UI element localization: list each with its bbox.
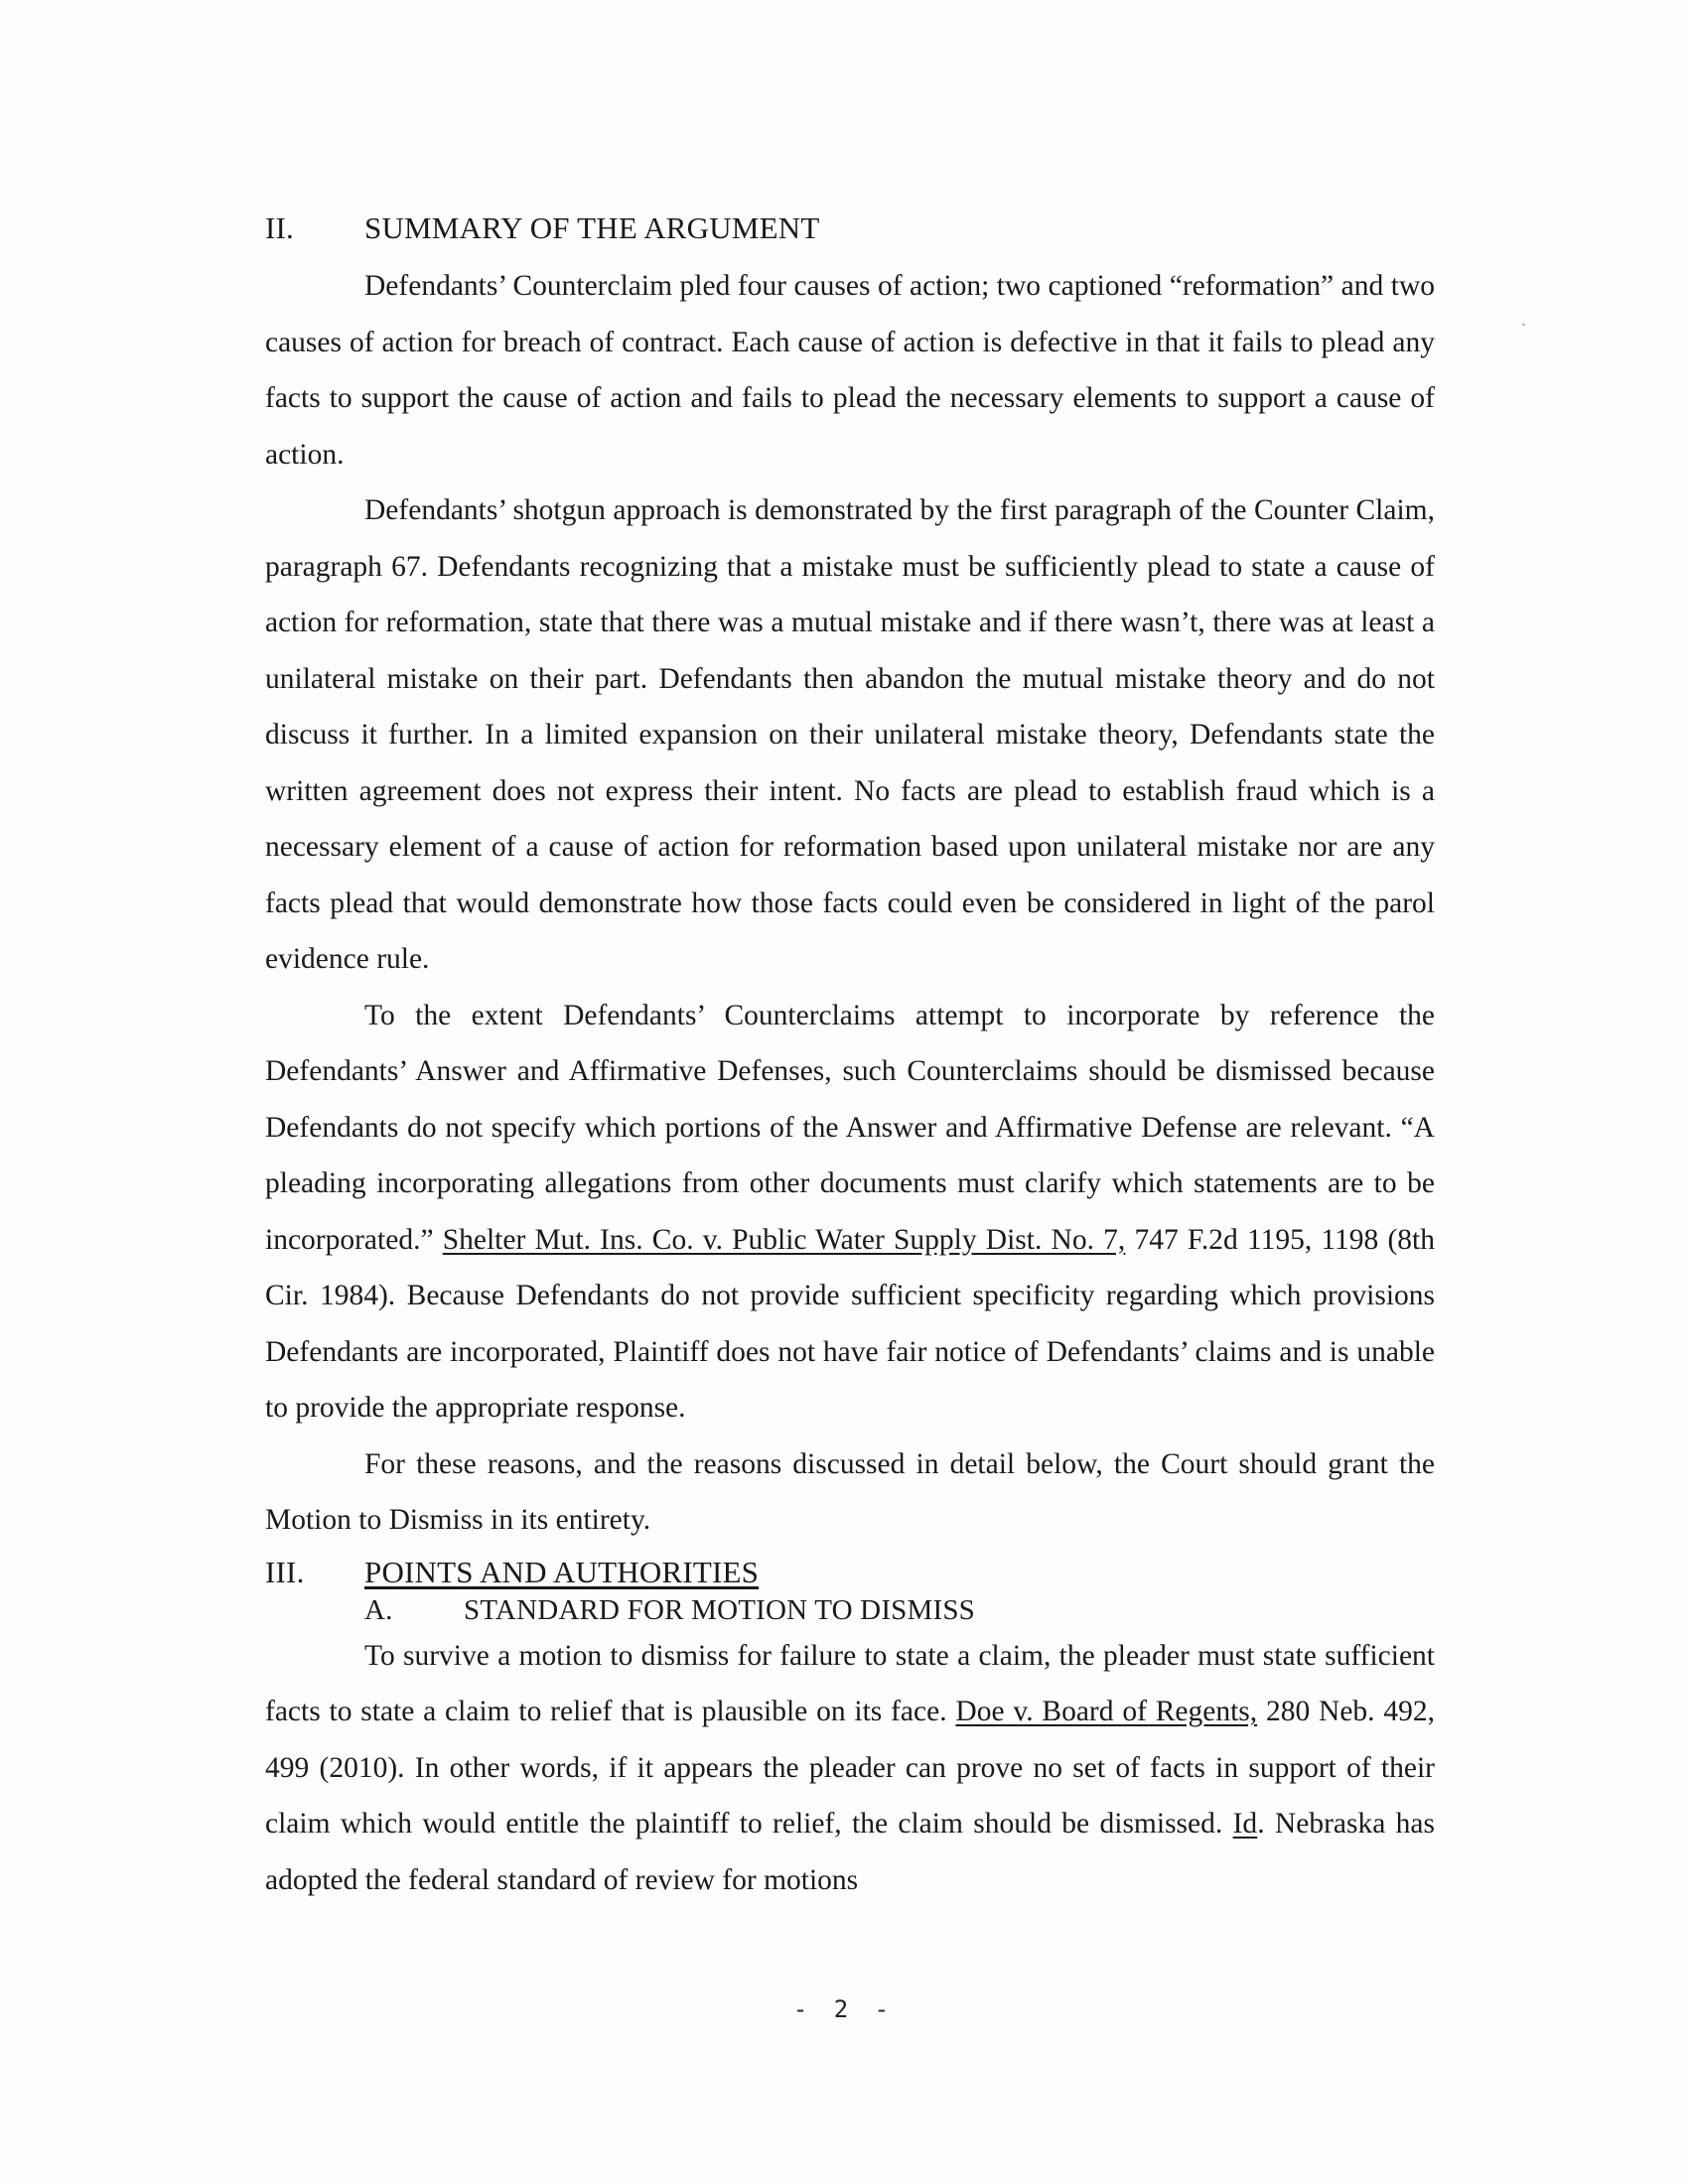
paragraph-incorporation bbox=[265, 988, 1435, 1436]
scan-speck bbox=[1522, 324, 1525, 326]
subsection-letter: A. bbox=[364, 1593, 393, 1626]
paragraph-text: 747 F.2d 1195, 1198 (8th Cir. 1984). Because Defendants do not provide sufficient specificity regarding which provisions Defendants are incorporated, Plaintiff does not have fair notice of Defendants’ claims and is unable to provide the appropriate response. bbox=[265, 1223, 1436, 1424]
subsection-heading-standard bbox=[265, 1592, 1435, 1628]
case-citation-shelter: Shelter Mut. Ins. Co. v. Public Water Supply Dist. No. 7, bbox=[442, 1223, 1126, 1256]
document-page bbox=[265, 208, 1435, 1908]
paragraph-text: To survive a motion to dismiss for failure to state a claim, the pleader must state sufficient facts to state a claim to relief that is plausible on its face. bbox=[265, 1639, 1435, 1727]
section-heading-summary bbox=[265, 208, 1435, 248]
paragraph-text: To the extent Defendants’ Counterclaims attempt to incorporate by reference the Defendants’ Answer and Affirmative Defenses, such Counterclaims should be dismissed because Defendants do not specify which portions of the Answer and Affirmative Defense are relevant. “A pleading incorporating allegations from other documents must clarify which statements are to be incorporated.” bbox=[265, 999, 1435, 1256]
section-number: III. bbox=[265, 1554, 305, 1589]
paragraph-causes-of-action: Defendants’ Counterclaim pled four causes of action; two captioned “reformation” and two causes of action for breach of contract. Each cause of action is defective in that it fails to plead any facts to support the cause of action and fails to plead the necessary elements to support a cause of action. bbox=[265, 270, 1435, 471]
section-title: POINTS AND AUTHORITIES bbox=[364, 1554, 760, 1589]
paragraph-text: 280 Neb. 492, 499 (2010). In other words, if it appears the pleader can prove no set of facts in support of their claim which would entitle the plaintiff to relief, the claim should be dismissed. bbox=[265, 1696, 1435, 1840]
page-number: - 2 - bbox=[792, 1995, 896, 2023]
paragraph-shotgun-approach: Defendants’ shotgun approach is demonstrated by the first paragraph of the Counter Claim, paragraph 67. Defendants recognizing that a mistake must be sufficiently plead to state a cause of action for reformation, state that there was a mutual mistake and if there wasn’t, there was at least a unilateral mistake on their part. Defendants then abandon the mutual mistake theory and do not discuss it further. In a limited expansion on their unilateral mistake theory, Defendants state the written agreement does not express their intent. No facts are plead to establish fraud which is a necessary element of a cause of action for reformation based upon unilateral mistake nor are any facts plead that would demonstrate how those facts could even be considered in light of the parol evidence rule. bbox=[265, 494, 1435, 975]
paragraph-text: . Nebraska has adopted the federal standard of review for motions bbox=[265, 1808, 1435, 1896]
subsection-title: STANDARD FOR MOTION TO DISMISS bbox=[464, 1593, 976, 1626]
case-citation-doe: Doe v. Board of Regents, bbox=[955, 1696, 1258, 1727]
paragraph-conclusion: For these reasons, and the reasons discussed in detail below, the Court should grant the Motion to Dismiss in its entirety. bbox=[265, 1447, 1435, 1536]
paragraph-standard-of-review bbox=[265, 1628, 1435, 1909]
section-number: II. bbox=[265, 210, 294, 245]
section-title: SUMMARY OF THE ARGUMENT bbox=[364, 210, 820, 245]
id-citation: Id bbox=[1232, 1808, 1258, 1840]
section-heading-points bbox=[265, 1553, 1435, 1592]
